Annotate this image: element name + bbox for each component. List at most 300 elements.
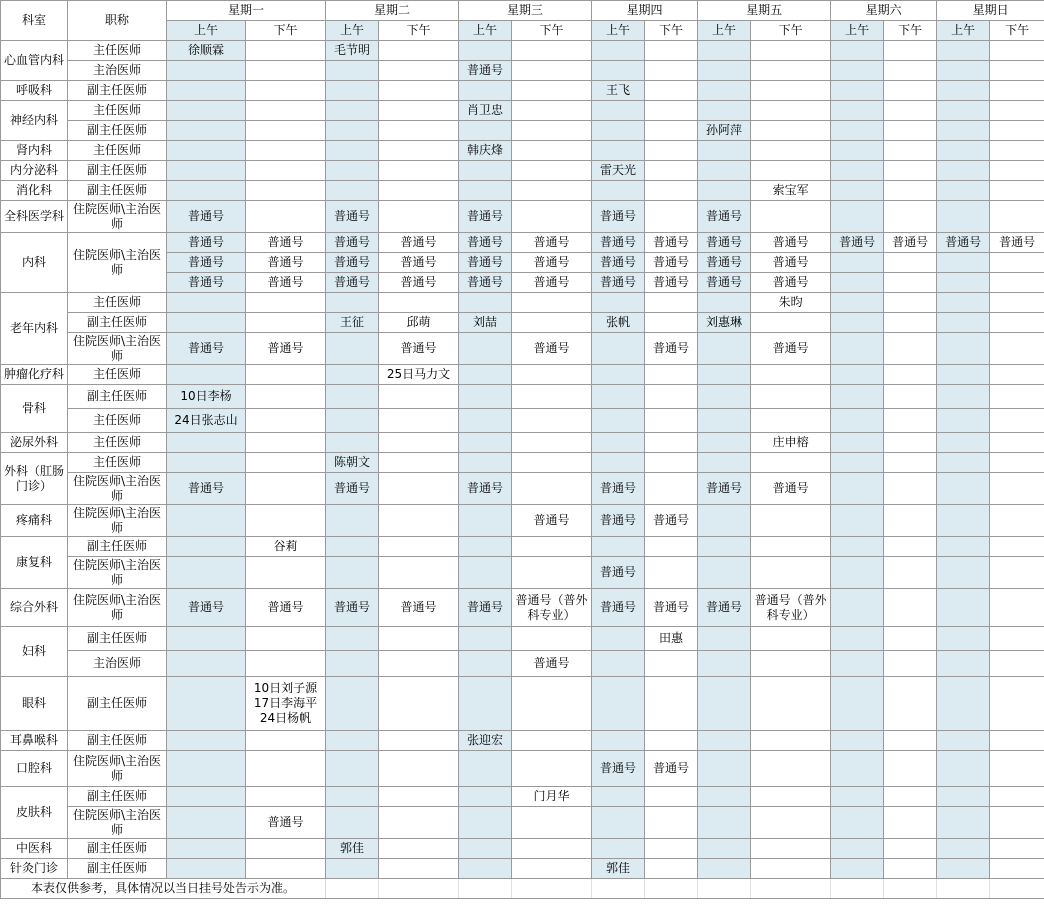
schedule-cell [459, 787, 512, 807]
schedule-cell [459, 651, 512, 677]
schedule-cell [592, 839, 645, 859]
schedule-cell [459, 161, 512, 181]
schedule-cell [645, 807, 698, 839]
schedule-cell: 张迎宏 [459, 731, 512, 751]
schedule-cell [592, 453, 645, 473]
schedule-cell [645, 453, 698, 473]
schedule-cell [698, 409, 751, 433]
schedule-cell [698, 41, 751, 61]
table-row [1, 181, 1044, 201]
title-cell: 住院医师\主治医师 [68, 233, 167, 293]
schedule-cell [884, 293, 937, 313]
schedule-cell [884, 61, 937, 81]
empty-cell [698, 879, 751, 899]
schedule-cell [512, 81, 592, 101]
schedule-cell: 10日刘子源 17日李海平 24日杨帆 [246, 677, 326, 731]
title-cell: 住院医师\主治医师 [68, 589, 167, 627]
schedule-cell [459, 41, 512, 61]
schedule-cell [326, 81, 379, 101]
schedule-cell [751, 651, 831, 677]
schedule-cell: 普通号 [592, 233, 645, 253]
schedule-cell [990, 61, 1044, 81]
schedule-cell [459, 751, 512, 787]
schedule-cell [459, 385, 512, 409]
schedule-cell [645, 365, 698, 385]
schedule-cell: 普通号 [459, 233, 512, 253]
schedule-cell [167, 751, 246, 787]
schedule-cell [751, 505, 831, 537]
schedule-cell [326, 859, 379, 879]
schedule-cell: 普通号 [326, 473, 379, 505]
schedule-cell: 10日李杨 [167, 385, 246, 409]
schedule-cell: 普通号 [459, 201, 512, 233]
schedule-cell [831, 61, 884, 81]
schedule-cell [831, 201, 884, 233]
schedule-cell [698, 453, 751, 473]
schedule-cell [512, 181, 592, 201]
schedule-cell [512, 731, 592, 751]
schedule-cell [512, 41, 592, 61]
schedule-cell [831, 385, 884, 409]
schedule-cell [831, 101, 884, 121]
schedule-cell [592, 365, 645, 385]
header-dept: 科室 [1, 1, 68, 41]
table-row [1, 537, 1044, 557]
schedule-cell [379, 201, 459, 233]
schedule-cell [937, 839, 990, 859]
schedule-cell [884, 433, 937, 453]
schedule-cell: 普通号 [246, 333, 326, 365]
header-am: 上午 [937, 21, 990, 41]
schedule-cell [937, 473, 990, 505]
schedule-cell [379, 141, 459, 161]
schedule-cell [990, 161, 1044, 181]
schedule-cell [937, 201, 990, 233]
schedule-cell [645, 385, 698, 409]
schedule-cell: 普通号 [326, 233, 379, 253]
schedule-cell [831, 859, 884, 879]
header-day: 星期一 [167, 1, 326, 21]
title-cell: 主任医师 [68, 365, 167, 385]
schedule-cell [884, 453, 937, 473]
schedule-cell [379, 807, 459, 839]
schedule-cell [592, 807, 645, 839]
schedule-cell: 普通号 [459, 589, 512, 627]
schedule-cell [884, 385, 937, 409]
schedule-cell [246, 409, 326, 433]
schedule-cell [884, 651, 937, 677]
dept-cell: 全科医学科 [1, 201, 68, 233]
schedule-cell: 普通号 [698, 233, 751, 253]
schedule-cell [698, 101, 751, 121]
schedule-cell [326, 293, 379, 313]
title-cell: 副主任医师 [68, 181, 167, 201]
table-row [1, 41, 1044, 61]
schedule-cell [698, 365, 751, 385]
schedule-cell: 肖卫忠 [459, 101, 512, 121]
table-row [1, 233, 1044, 253]
header-pm: 下午 [990, 21, 1044, 41]
schedule-cell [884, 839, 937, 859]
schedule-cell [379, 627, 459, 651]
schedule-cell [592, 409, 645, 433]
table-row [1, 161, 1044, 181]
schedule-cell [751, 453, 831, 473]
dept-cell: 中医科 [1, 839, 68, 859]
schedule-cell [831, 121, 884, 141]
schedule-cell [884, 537, 937, 557]
empty-cell [751, 879, 831, 899]
empty-cell [459, 879, 512, 899]
schedule-cell [937, 41, 990, 61]
schedule-cell [990, 365, 1044, 385]
schedule-cell [459, 81, 512, 101]
schedule-cell [990, 293, 1044, 313]
schedule-cell [831, 627, 884, 651]
schedule-cell [379, 453, 459, 473]
schedule-cell [592, 101, 645, 121]
schedule-cell [512, 385, 592, 409]
schedule-cell: 普通号 [751, 253, 831, 273]
schedule-cell [326, 409, 379, 433]
title-cell: 住院医师\主治医师 [68, 473, 167, 505]
dept-cell: 康复科 [1, 537, 68, 589]
table-row [1, 385, 1044, 409]
schedule-cell [884, 859, 937, 879]
schedule-cell [645, 839, 698, 859]
table-row [1, 293, 1044, 313]
schedule-cell [831, 453, 884, 473]
schedule-cell [937, 61, 990, 81]
schedule-cell [884, 141, 937, 161]
schedule-cell: 邱萌 [379, 313, 459, 333]
table-row [1, 141, 1044, 161]
schedule-cell [937, 627, 990, 651]
dept-cell: 针灸门诊 [1, 859, 68, 879]
schedule-cell: 普通号（普外科专业） [751, 589, 831, 627]
schedule-cell [246, 731, 326, 751]
schedule-cell [698, 807, 751, 839]
schedule-cell [592, 651, 645, 677]
schedule-cell [831, 651, 884, 677]
schedule-cell [379, 557, 459, 589]
schedule-cell [167, 453, 246, 473]
header-day: 星期六 [831, 1, 937, 21]
schedule-cell [990, 81, 1044, 101]
schedule-cell [246, 365, 326, 385]
title-cell: 副主任医师 [68, 839, 167, 859]
header-am: 上午 [592, 21, 645, 41]
schedule-cell [698, 505, 751, 537]
schedule-cell [751, 121, 831, 141]
schedule-cell [246, 181, 326, 201]
schedule-cell [937, 365, 990, 385]
schedule-cell: 普通号 [645, 333, 698, 365]
schedule-cell [990, 627, 1044, 651]
title-cell: 主任医师 [68, 41, 167, 61]
schedule-cell [884, 731, 937, 751]
schedule-cell [379, 839, 459, 859]
schedule-cell [379, 161, 459, 181]
schedule-cell [645, 181, 698, 201]
table-row [1, 651, 1044, 677]
schedule-cell: 普通号 [379, 333, 459, 365]
header-am: 上午 [698, 21, 751, 41]
schedule-cell [326, 385, 379, 409]
schedule-cell: 普通号 [379, 273, 459, 293]
schedule-cell [990, 537, 1044, 557]
schedule-cell [831, 161, 884, 181]
schedule-cell [459, 677, 512, 731]
schedule-cell [884, 101, 937, 121]
schedule-cell [990, 473, 1044, 505]
schedule-cell [937, 807, 990, 839]
dept-cell: 内分泌科 [1, 161, 68, 181]
title-cell: 副主任医师 [68, 385, 167, 409]
schedule-cell [167, 433, 246, 453]
schedule-cell: 24日张志山 [167, 409, 246, 433]
title-cell: 住院医师\主治医师 [68, 807, 167, 839]
schedule-cell [990, 253, 1044, 273]
schedule-cell [326, 787, 379, 807]
schedule-cell [751, 557, 831, 589]
schedule-cell: 韩庆烽 [459, 141, 512, 161]
schedule-cell [326, 141, 379, 161]
schedule-cell [698, 677, 751, 731]
schedule-cell [512, 751, 592, 787]
schedule-cell [167, 859, 246, 879]
schedule-cell [645, 121, 698, 141]
schedule-cell [990, 677, 1044, 731]
dept-cell: 消化科 [1, 181, 68, 201]
schedule-cell [990, 787, 1044, 807]
schedule-cell [326, 751, 379, 787]
schedule-cell [459, 859, 512, 879]
schedule-cell [246, 453, 326, 473]
schedule-cell [990, 41, 1044, 61]
schedule-cell: 普通号 [698, 253, 751, 273]
schedule-cell [512, 859, 592, 879]
schedule-cell [990, 333, 1044, 365]
schedule-cell [512, 677, 592, 731]
schedule-cell [884, 589, 937, 627]
schedule-cell [937, 333, 990, 365]
schedule-cell [512, 627, 592, 651]
schedule-cell [645, 41, 698, 61]
schedule-cell [698, 61, 751, 81]
title-cell: 主治医师 [68, 651, 167, 677]
schedule-cell: 王征 [326, 313, 379, 333]
schedule-cell [937, 787, 990, 807]
empty-cell [645, 879, 698, 899]
schedule-cell [167, 181, 246, 201]
schedule-cell: 普通号 [751, 333, 831, 365]
table-row [1, 839, 1044, 859]
schedule-cell [592, 181, 645, 201]
table-row [1, 731, 1044, 751]
schedule-cell [246, 121, 326, 141]
schedule-cell [167, 627, 246, 651]
dept-cell: 泌尿外科 [1, 433, 68, 453]
schedule-cell [884, 313, 937, 333]
schedule-cell [246, 787, 326, 807]
schedule-cell [884, 557, 937, 589]
schedule-cell [645, 433, 698, 453]
table-row [1, 505, 1044, 537]
schedule-cell [512, 537, 592, 557]
schedule-cell: 普通号 [512, 253, 592, 273]
schedule-cell [645, 859, 698, 879]
schedule-cell [831, 253, 884, 273]
schedule-cell [884, 253, 937, 273]
empty-cell [884, 879, 937, 899]
schedule-cell [831, 677, 884, 731]
schedule-cell [990, 651, 1044, 677]
schedule-cell [698, 651, 751, 677]
schedule-cell [645, 141, 698, 161]
schedule-cell [751, 365, 831, 385]
schedule-cell: 普通号 [751, 473, 831, 505]
title-cell: 主任医师 [68, 141, 167, 161]
schedule-cell [645, 161, 698, 181]
schedule-cell [592, 787, 645, 807]
table-row [1, 589, 1044, 627]
title-cell: 住院医师\主治医师 [68, 557, 167, 589]
schedule-cell [326, 101, 379, 121]
schedule-cell [751, 731, 831, 751]
schedule-cell [379, 293, 459, 313]
schedule-cell [990, 433, 1044, 453]
schedule-cell [831, 41, 884, 61]
schedule-cell [645, 651, 698, 677]
schedule-cell: 谷莉 [246, 537, 326, 557]
schedule-cell [167, 557, 246, 589]
schedule-cell [937, 253, 990, 273]
schedule-cell [512, 61, 592, 81]
schedule-cell [167, 101, 246, 121]
schedule-cell: 普通号 [326, 253, 379, 273]
table-row [1, 627, 1044, 651]
schedule-cell: 郭佳 [326, 839, 379, 859]
schedule-cell: 门月华 [512, 787, 592, 807]
schedule-cell [167, 787, 246, 807]
schedule-cell [831, 141, 884, 161]
table-row [1, 807, 1044, 839]
schedule-cell [645, 201, 698, 233]
schedule-cell [246, 293, 326, 313]
title-cell: 副主任医师 [68, 677, 167, 731]
schedule-cell: 普通号 [246, 233, 326, 253]
title-cell: 主任医师 [68, 453, 167, 473]
schedule-cell [246, 627, 326, 651]
schedule-cell: 普通号 [831, 233, 884, 253]
schedule-cell [990, 201, 1044, 233]
schedule-cell [592, 731, 645, 751]
schedule-cell [831, 537, 884, 557]
dept-cell: 心血管内科 [1, 41, 68, 81]
empty-cell [831, 879, 884, 899]
schedule-cell [167, 81, 246, 101]
schedule-cell: 普通号 [645, 273, 698, 293]
table-row [1, 333, 1044, 365]
schedule-cell: 普通号 [459, 273, 512, 293]
schedule-cell: 普通号 [512, 233, 592, 253]
schedule-cell [592, 61, 645, 81]
schedule-cell: 陈朝文 [326, 453, 379, 473]
schedule-cell [990, 141, 1044, 161]
schedule-cell: 普通号 [246, 807, 326, 839]
schedule-cell: 普通号 [512, 273, 592, 293]
schedule-cell [592, 141, 645, 161]
schedule-cell: 普通号 [246, 589, 326, 627]
schedule-cell [831, 409, 884, 433]
table-row [1, 409, 1044, 433]
schedule-cell [645, 61, 698, 81]
title-cell: 副主任医师 [68, 537, 167, 557]
schedule-cell [459, 121, 512, 141]
schedule-cell: 普通号 [990, 233, 1044, 253]
schedule-cell [459, 537, 512, 557]
schedule-cell [698, 859, 751, 879]
schedule-cell [884, 81, 937, 101]
schedule-cell: 普通号 [326, 201, 379, 233]
schedule-cell [379, 101, 459, 121]
schedule-cell [884, 201, 937, 233]
table-row [1, 121, 1044, 141]
schedule-cell [884, 807, 937, 839]
title-cell: 副主任医师 [68, 731, 167, 751]
header-am: 上午 [167, 21, 246, 41]
dept-cell: 呼吸科 [1, 81, 68, 101]
schedule-cell [645, 787, 698, 807]
schedule-cell [831, 807, 884, 839]
schedule-cell [698, 537, 751, 557]
schedule-cell [831, 273, 884, 293]
schedule-cell: 普通号 [379, 253, 459, 273]
header-pm: 下午 [645, 21, 698, 41]
schedule-cell [512, 453, 592, 473]
schedule-cell [167, 807, 246, 839]
schedule-cell [167, 677, 246, 731]
schedule-cell [246, 385, 326, 409]
schedule-cell [831, 505, 884, 537]
schedule-cell [751, 313, 831, 333]
schedule-cell: 普通号 [246, 273, 326, 293]
schedule-cell [326, 333, 379, 365]
schedule-cell: 普通号 [592, 505, 645, 537]
schedule-cell [937, 677, 990, 731]
schedule-cell [379, 41, 459, 61]
schedule-cell [751, 807, 831, 839]
schedule-cell [592, 41, 645, 61]
schedule-cell [751, 161, 831, 181]
schedule-cell [937, 505, 990, 537]
schedule-cell [698, 385, 751, 409]
schedule-cell: 普通号 [645, 253, 698, 273]
schedule-cell [937, 141, 990, 161]
schedule-cell [459, 807, 512, 839]
schedule-cell [512, 365, 592, 385]
header-am: 上午 [326, 21, 379, 41]
schedule-cell [326, 181, 379, 201]
schedule-cell [884, 473, 937, 505]
schedule-cell [990, 859, 1044, 879]
dept-cell: 骨科 [1, 385, 68, 433]
schedule-cell [167, 161, 246, 181]
schedule-cell [751, 81, 831, 101]
schedule-cell [379, 651, 459, 677]
schedule-cell [379, 751, 459, 787]
